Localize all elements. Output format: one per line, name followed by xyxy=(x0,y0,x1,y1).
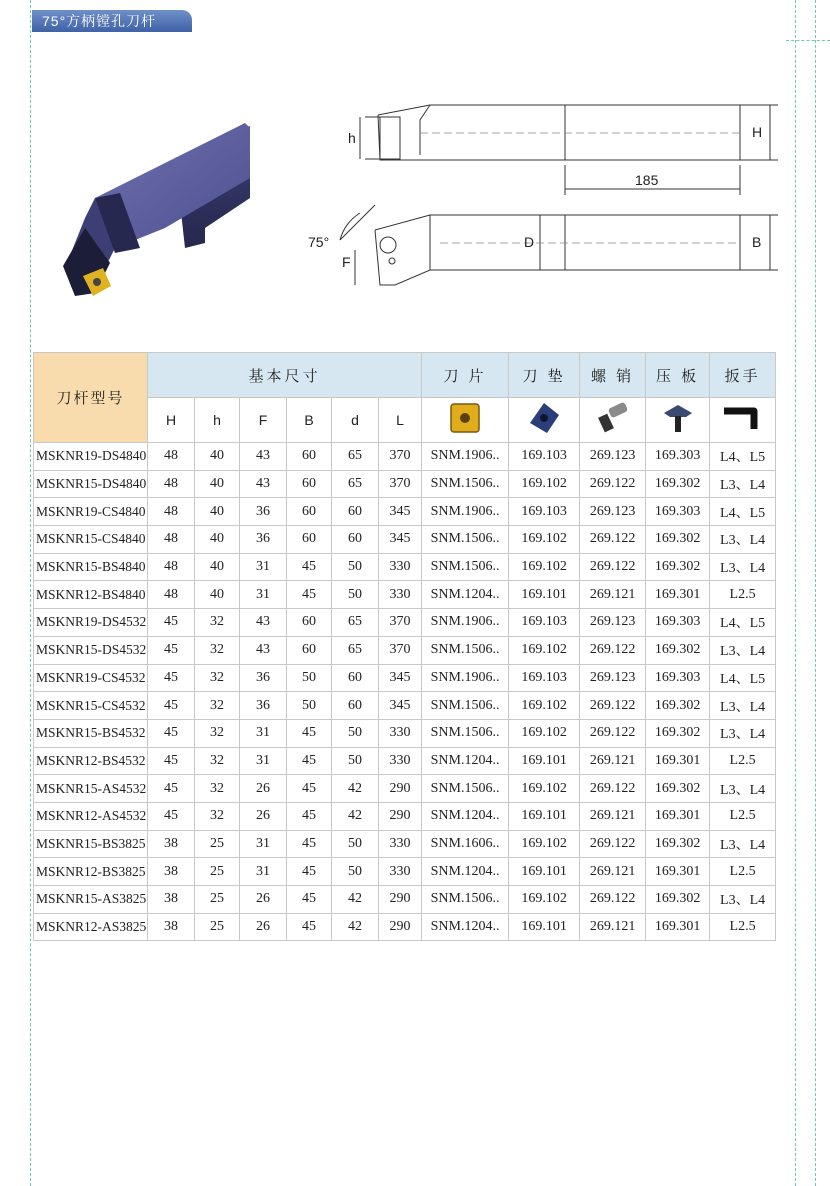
cell-insert: SNM.1906.. xyxy=(422,664,509,692)
cell-screw-pin: 269.122 xyxy=(580,636,646,664)
cell-shim: 169.103 xyxy=(509,664,580,692)
cell-h: 32 xyxy=(195,636,240,664)
cell-insert: SNM.1506.. xyxy=(422,636,509,664)
F-label: F xyxy=(342,254,351,270)
table-row xyxy=(34,719,776,747)
cell-insert: SNM.1506.. xyxy=(422,470,509,498)
cell-screw-pin: 269.121 xyxy=(580,858,646,886)
left-guide-line xyxy=(30,0,31,1186)
cell-model: MSKNR15-DS4532 xyxy=(34,636,148,664)
cell-L: 330 xyxy=(379,830,422,858)
B-label: B xyxy=(752,234,762,250)
cell-model: MSKNR12-BS4840 xyxy=(34,581,148,609)
cell-insert: SNM.1204.. xyxy=(422,858,509,886)
cell-L: 370 xyxy=(379,636,422,664)
cell-F: 36 xyxy=(240,664,287,692)
cell-L: 345 xyxy=(379,664,422,692)
cell-H: 45 xyxy=(148,609,195,637)
cell-d: 50 xyxy=(332,553,379,581)
cell-F: 43 xyxy=(240,636,287,664)
cell-model: MSKNR15-AS4532 xyxy=(34,775,148,803)
cell-F: 26 xyxy=(240,886,287,914)
shim-icon xyxy=(509,398,580,443)
cell-L: 330 xyxy=(379,747,422,775)
cell-insert: SNM.1606.. xyxy=(422,830,509,858)
cell-screw-pin: 269.122 xyxy=(580,719,646,747)
cell-clamp: 169.302 xyxy=(646,553,710,581)
cell-screw-pin: 269.121 xyxy=(580,913,646,941)
cell-F: 31 xyxy=(240,830,287,858)
table-row xyxy=(34,498,776,526)
cell-wrench: L2.5 xyxy=(710,802,776,830)
cell-H: 48 xyxy=(148,498,195,526)
cell-L: 330 xyxy=(379,719,422,747)
cell-insert: SNM.1506.. xyxy=(422,553,509,581)
table-row xyxy=(34,747,776,775)
cell-d: 50 xyxy=(332,830,379,858)
insert-header: 刀 片 xyxy=(422,353,509,398)
cell-B: 45 xyxy=(287,830,332,858)
cell-model: MSKNR15-CS4532 xyxy=(34,692,148,720)
cell-F: 36 xyxy=(240,526,287,554)
cell-h: 40 xyxy=(195,581,240,609)
model-header: 刀杆型号 xyxy=(34,353,148,443)
table-row xyxy=(34,802,776,830)
cell-d: 42 xyxy=(332,913,379,941)
cell-h: 40 xyxy=(195,526,240,554)
cell-H: 48 xyxy=(148,470,195,498)
table-row xyxy=(34,692,776,720)
cell-shim: 169.102 xyxy=(509,692,580,720)
length-label: 185 xyxy=(635,172,659,188)
cell-H: 38 xyxy=(148,830,195,858)
cell-model: MSKNR12-BS3825 xyxy=(34,858,148,886)
cell-L: 330 xyxy=(379,858,422,886)
cell-B: 60 xyxy=(287,609,332,637)
top-guide-line xyxy=(786,40,830,41)
cell-wrench: L3、L4 xyxy=(710,636,776,664)
dims-header: 基本尺寸 xyxy=(148,353,422,398)
cell-F: 43 xyxy=(240,470,287,498)
cell-h: 32 xyxy=(195,775,240,803)
cell-L: 330 xyxy=(379,581,422,609)
cell-shim: 169.102 xyxy=(509,526,580,554)
cell-d: 42 xyxy=(332,775,379,803)
cell-H: 45 xyxy=(148,636,195,664)
cell-H: 38 xyxy=(148,886,195,914)
cell-clamp: 169.301 xyxy=(646,802,710,830)
cell-model: MSKNR12-AS3825 xyxy=(34,913,148,941)
dimension-drawing xyxy=(300,95,790,295)
screw-pin-header: 螺 销 xyxy=(580,353,646,398)
cell-L: 330 xyxy=(379,553,422,581)
cell-H: 38 xyxy=(148,913,195,941)
cell-clamp: 169.302 xyxy=(646,692,710,720)
wrench-header: 扳手 xyxy=(710,353,776,398)
cell-h: 32 xyxy=(195,747,240,775)
cell-h: 40 xyxy=(195,498,240,526)
cell-d: 65 xyxy=(332,443,379,471)
cell-d: 42 xyxy=(332,802,379,830)
cell-H: 45 xyxy=(148,802,195,830)
cell-insert: SNM.1506.. xyxy=(422,719,509,747)
cell-clamp: 169.302 xyxy=(646,830,710,858)
col-L: L xyxy=(379,398,422,443)
cell-insert: SNM.1906.. xyxy=(422,498,509,526)
cell-model: MSKNR12-AS4532 xyxy=(34,802,148,830)
cell-d: 42 xyxy=(332,886,379,914)
table-row xyxy=(34,830,776,858)
col-H: H xyxy=(148,398,195,443)
cell-screw-pin: 269.123 xyxy=(580,609,646,637)
cell-shim: 169.102 xyxy=(509,719,580,747)
cell-clamp: 169.301 xyxy=(646,913,710,941)
cell-B: 45 xyxy=(287,802,332,830)
table-row xyxy=(34,886,776,914)
cell-insert: SNM.1906.. xyxy=(422,443,509,471)
cell-model: MSKNR15-CS4840 xyxy=(34,526,148,554)
cell-H: 48 xyxy=(148,581,195,609)
cell-B: 45 xyxy=(287,719,332,747)
cell-h: 25 xyxy=(195,858,240,886)
cell-shim: 169.103 xyxy=(509,609,580,637)
cell-clamp: 169.301 xyxy=(646,858,710,886)
cell-clamp: 169.303 xyxy=(646,664,710,692)
table-row xyxy=(34,913,776,941)
cell-F: 31 xyxy=(240,719,287,747)
table-row xyxy=(34,443,776,471)
cell-h: 32 xyxy=(195,664,240,692)
cell-B: 60 xyxy=(287,498,332,526)
table-row xyxy=(34,775,776,803)
cell-F: 26 xyxy=(240,775,287,803)
cell-shim: 169.102 xyxy=(509,470,580,498)
cell-insert: SNM.1906.. xyxy=(422,609,509,637)
cell-h: 40 xyxy=(195,553,240,581)
cell-insert: SNM.1506.. xyxy=(422,775,509,803)
boring-bar-photo xyxy=(55,118,255,308)
cell-shim: 169.101 xyxy=(509,913,580,941)
cell-d: 50 xyxy=(332,581,379,609)
cell-B: 45 xyxy=(287,747,332,775)
cell-clamp: 169.302 xyxy=(646,886,710,914)
cell-F: 36 xyxy=(240,692,287,720)
cell-insert: SNM.1204.. xyxy=(422,747,509,775)
cell-h: 40 xyxy=(195,443,240,471)
cell-F: 31 xyxy=(240,553,287,581)
cell-H: 45 xyxy=(148,747,195,775)
cell-h: 25 xyxy=(195,830,240,858)
cell-d: 50 xyxy=(332,747,379,775)
D-label: D xyxy=(524,234,535,250)
cell-clamp: 169.302 xyxy=(646,470,710,498)
cell-B: 45 xyxy=(287,581,332,609)
cell-screw-pin: 269.122 xyxy=(580,775,646,803)
cell-d: 50 xyxy=(332,719,379,747)
cell-screw-pin: 269.123 xyxy=(580,443,646,471)
cell-h: 32 xyxy=(195,719,240,747)
cell-shim: 169.102 xyxy=(509,636,580,664)
cell-H: 45 xyxy=(148,664,195,692)
screw-pin-icon xyxy=(580,398,646,443)
h-label: h xyxy=(348,130,356,146)
col-h: h xyxy=(195,398,240,443)
cell-d: 65 xyxy=(332,609,379,637)
cell-shim: 169.102 xyxy=(509,775,580,803)
cell-L: 370 xyxy=(379,609,422,637)
cell-d: 65 xyxy=(332,470,379,498)
cell-h: 32 xyxy=(195,692,240,720)
cell-screw-pin: 269.123 xyxy=(580,664,646,692)
cell-insert: SNM.1506.. xyxy=(422,692,509,720)
cell-screw-pin: 269.122 xyxy=(580,692,646,720)
cell-model: MSKNR19-CS4532 xyxy=(34,664,148,692)
cell-insert: SNM.1204.. xyxy=(422,913,509,941)
shim-header: 刀 垫 xyxy=(509,353,580,398)
cell-insert: SNM.1506.. xyxy=(422,526,509,554)
cell-d: 60 xyxy=(332,664,379,692)
cell-L: 290 xyxy=(379,886,422,914)
cell-h: 25 xyxy=(195,913,240,941)
cell-d: 65 xyxy=(332,636,379,664)
col-B: B xyxy=(287,398,332,443)
cell-model: MSKNR15-AS3825 xyxy=(34,886,148,914)
cell-shim: 169.101 xyxy=(509,802,580,830)
cell-model: MSKNR19-CS4840 xyxy=(34,498,148,526)
cell-d: 60 xyxy=(332,526,379,554)
cell-screw-pin: 269.121 xyxy=(580,581,646,609)
cell-clamp: 169.303 xyxy=(646,498,710,526)
cell-L: 345 xyxy=(379,498,422,526)
cell-F: 43 xyxy=(240,609,287,637)
cell-L: 370 xyxy=(379,443,422,471)
cell-model: MSKNR15-BS4532 xyxy=(34,719,148,747)
cell-h: 32 xyxy=(195,609,240,637)
cell-model: MSKNR15-BS3825 xyxy=(34,830,148,858)
cell-F: 31 xyxy=(240,581,287,609)
table-row xyxy=(34,526,776,554)
clamp-header: 压 板 xyxy=(646,353,710,398)
cell-d: 60 xyxy=(332,692,379,720)
cell-clamp: 169.302 xyxy=(646,719,710,747)
col-d: d xyxy=(332,398,379,443)
cell-wrench: L3、L4 xyxy=(710,692,776,720)
cell-shim: 169.102 xyxy=(509,830,580,858)
clamp-icon xyxy=(646,398,710,443)
cell-shim: 169.101 xyxy=(509,581,580,609)
cell-shim: 169.102 xyxy=(509,886,580,914)
outer-guide-line xyxy=(815,0,816,1186)
cell-shim: 169.101 xyxy=(509,858,580,886)
cell-wrench: L2.5 xyxy=(710,747,776,775)
cell-L: 290 xyxy=(379,913,422,941)
cell-L: 345 xyxy=(379,692,422,720)
insert-icon xyxy=(422,398,509,443)
cell-wrench: L3、L4 xyxy=(710,553,776,581)
cell-wrench: L2.5 xyxy=(710,581,776,609)
cell-screw-pin: 269.123 xyxy=(580,498,646,526)
cell-screw-pin: 269.122 xyxy=(580,470,646,498)
cell-B: 45 xyxy=(287,775,332,803)
cell-F: 26 xyxy=(240,913,287,941)
table-row xyxy=(34,470,776,498)
cell-F: 43 xyxy=(240,443,287,471)
cell-H: 45 xyxy=(148,692,195,720)
cell-L: 290 xyxy=(379,802,422,830)
cell-wrench: L3、L4 xyxy=(710,830,776,858)
H-label: H xyxy=(752,124,763,140)
table-row xyxy=(34,581,776,609)
cell-shim: 169.103 xyxy=(509,498,580,526)
wrench-icon xyxy=(710,398,776,443)
table-row xyxy=(34,664,776,692)
cell-h: 32 xyxy=(195,802,240,830)
table-row xyxy=(34,636,776,664)
cell-wrench: L4、L5 xyxy=(710,609,776,637)
cell-model: MSKNR19-DS4840 xyxy=(34,443,148,471)
cell-H: 38 xyxy=(148,858,195,886)
cell-wrench: L3、L4 xyxy=(710,886,776,914)
cell-H: 48 xyxy=(148,553,195,581)
cell-model: MSKNR19-DS4532 xyxy=(34,609,148,637)
cell-B: 60 xyxy=(287,636,332,664)
cell-F: 31 xyxy=(240,747,287,775)
cell-wrench: L2.5 xyxy=(710,913,776,941)
cell-H: 48 xyxy=(148,526,195,554)
cell-wrench: L4、L5 xyxy=(710,443,776,471)
cell-clamp: 169.301 xyxy=(646,581,710,609)
cell-shim: 169.102 xyxy=(509,553,580,581)
cell-screw-pin: 269.121 xyxy=(580,802,646,830)
cell-wrench: L3、L4 xyxy=(710,775,776,803)
cell-H: 45 xyxy=(148,719,195,747)
cell-screw-pin: 269.122 xyxy=(580,886,646,914)
cell-wrench: L2.5 xyxy=(710,858,776,886)
cell-clamp: 169.303 xyxy=(646,609,710,637)
cell-H: 48 xyxy=(148,443,195,471)
cell-wrench: L3、L4 xyxy=(710,526,776,554)
table-row xyxy=(34,858,776,886)
cell-screw-pin: 269.122 xyxy=(580,830,646,858)
spec-table xyxy=(33,352,776,941)
table-row xyxy=(34,553,776,581)
cell-B: 60 xyxy=(287,470,332,498)
cell-model: MSKNR12-BS4532 xyxy=(34,747,148,775)
cell-wrench: L3、L4 xyxy=(710,719,776,747)
cell-F: 31 xyxy=(240,858,287,886)
col-F: F xyxy=(240,398,287,443)
cell-B: 60 xyxy=(287,443,332,471)
cell-H: 45 xyxy=(148,775,195,803)
right-guide-line xyxy=(795,0,796,1186)
cell-model: MSKNR15-DS4840 xyxy=(34,470,148,498)
cell-clamp: 169.303 xyxy=(646,443,710,471)
cell-L: 290 xyxy=(379,775,422,803)
cell-L: 370 xyxy=(379,470,422,498)
cell-h: 40 xyxy=(195,470,240,498)
cell-wrench: L4、L5 xyxy=(710,664,776,692)
cell-shim: 169.101 xyxy=(509,747,580,775)
cell-d: 50 xyxy=(332,858,379,886)
cell-F: 26 xyxy=(240,802,287,830)
cell-h: 25 xyxy=(195,886,240,914)
cell-screw-pin: 269.121 xyxy=(580,747,646,775)
cell-clamp: 169.301 xyxy=(646,747,710,775)
cell-F: 36 xyxy=(240,498,287,526)
page-title: 75°方柄镗孔刀杆 xyxy=(32,10,192,32)
cell-B: 50 xyxy=(287,664,332,692)
cell-screw-pin: 269.122 xyxy=(580,526,646,554)
cell-B: 45 xyxy=(287,553,332,581)
cell-model: MSKNR15-BS4840 xyxy=(34,553,148,581)
cell-screw-pin: 269.122 xyxy=(580,553,646,581)
cell-clamp: 169.302 xyxy=(646,636,710,664)
cell-insert: SNM.1204.. xyxy=(422,802,509,830)
cell-B: 45 xyxy=(287,913,332,941)
cell-shim: 169.103 xyxy=(509,443,580,471)
cell-B: 45 xyxy=(287,886,332,914)
cell-L: 345 xyxy=(379,526,422,554)
cell-wrench: L3、L4 xyxy=(710,470,776,498)
cell-B: 60 xyxy=(287,526,332,554)
cell-clamp: 169.302 xyxy=(646,526,710,554)
cell-B: 50 xyxy=(287,692,332,720)
cell-insert: SNM.1506.. xyxy=(422,886,509,914)
cell-insert: SNM.1204.. xyxy=(422,581,509,609)
table-row xyxy=(34,609,776,637)
cell-clamp: 169.302 xyxy=(646,775,710,803)
cell-wrench: L4、L5 xyxy=(710,498,776,526)
cell-B: 45 xyxy=(287,858,332,886)
angle-label: 75° xyxy=(308,234,330,250)
cell-d: 60 xyxy=(332,498,379,526)
